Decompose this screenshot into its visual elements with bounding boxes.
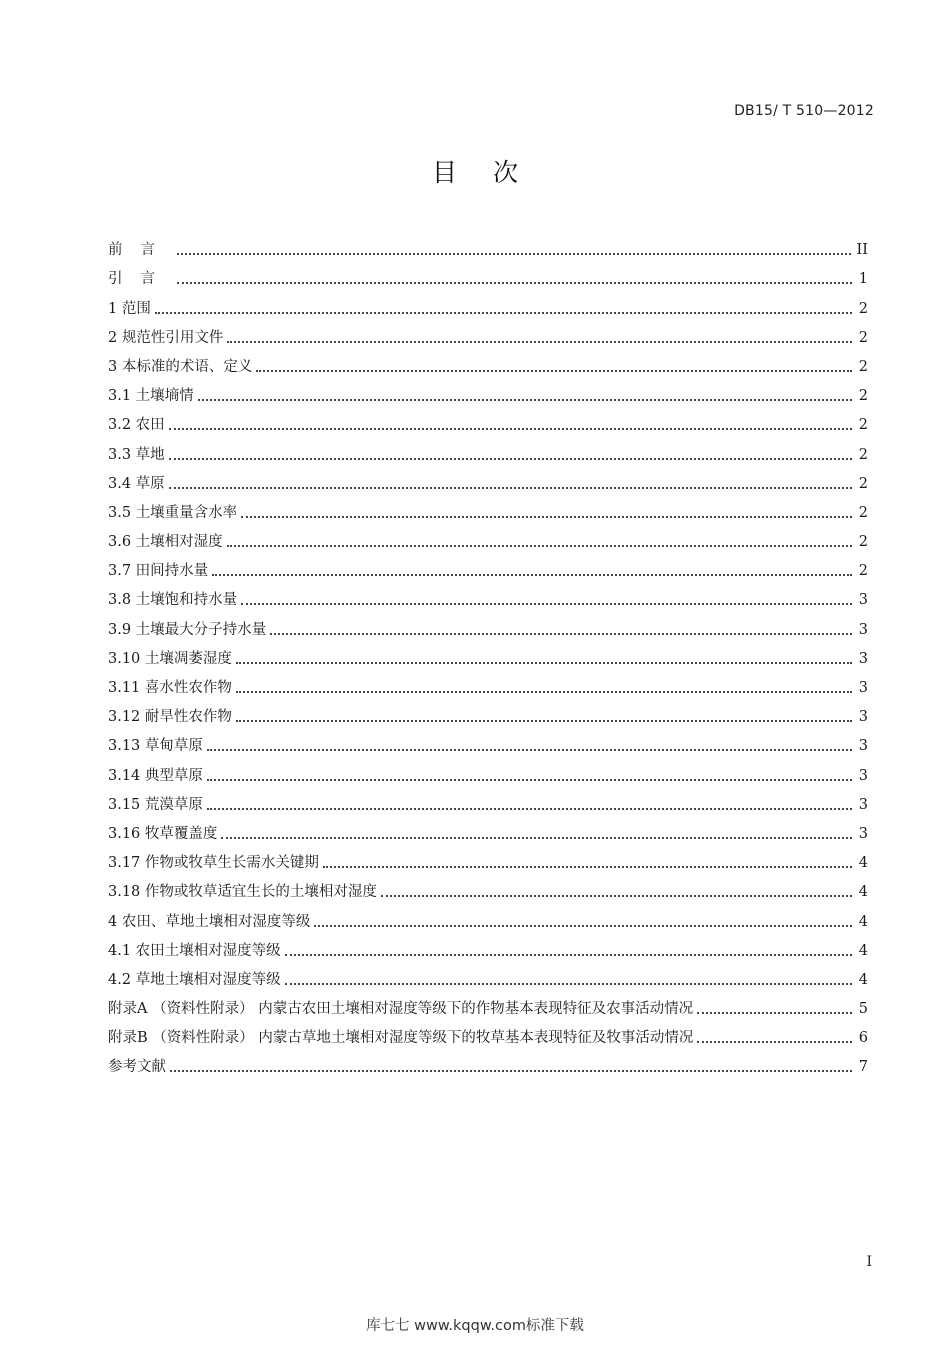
page-title: 目次 <box>431 158 554 187</box>
toc-entry-page: 3 <box>858 621 868 638</box>
toc-entry[interactable] <box>108 318 868 347</box>
toc-entry[interactable] <box>108 259 868 288</box>
toc-entry-page: 4 <box>858 884 868 901</box>
toc-entry[interactable] <box>108 1047 868 1076</box>
toc-entry-page: 2 <box>858 358 868 375</box>
toc-dot-leader <box>227 544 852 547</box>
toc-entry-label: 3.17 作物或牧草生长需水关键期 <box>108 855 319 872</box>
toc-entry-page: 3 <box>858 680 868 696</box>
toc-entry[interactable] <box>108 668 868 697</box>
toc-entry-label: 3.10 土壤凋萎湿度 <box>108 650 232 667</box>
toc-dot-leader <box>227 340 852 343</box>
toc-entry-page: 2 <box>858 300 868 317</box>
toc-entry-label: 引言 <box>108 271 173 288</box>
toc-entry-label: 附录B （资料性附录） 内蒙古草地土壤相对湿度等级下的牧草基本表现特征及牧事活动情况 <box>108 1030 694 1047</box>
toc-entry[interactable] <box>108 464 868 493</box>
toc-dot-leader <box>323 865 852 868</box>
toc-entry-page: 2 <box>858 446 868 463</box>
toc-entry-page: 2 <box>858 329 868 346</box>
toc-dot-leader <box>169 486 852 489</box>
toc-entry-page: 4 <box>858 855 868 872</box>
toc-entry[interactable] <box>108 901 868 930</box>
toc-entry[interactable] <box>108 989 868 1018</box>
toc-dot-leader <box>285 982 852 985</box>
toc-entry-page: 3 <box>858 796 868 813</box>
toc-dot-leader <box>697 1040 852 1043</box>
toc-entry-label: 3.9 土壤最大分子持水量 <box>108 621 267 638</box>
toc-entry-page: 1 <box>858 271 868 288</box>
watermark: 库七七 www.kqqw.com标准下载 <box>366 1318 584 1334</box>
toc-entry[interactable] <box>108 1018 868 1047</box>
toc-entry-label: 3.8 土壤饱和持水量 <box>108 592 238 609</box>
toc-entry-label: 参考文献 <box>108 1059 166 1076</box>
toc-dot-leader <box>314 924 852 927</box>
toc-entry-page: II <box>856 242 868 259</box>
toc-dot-leader <box>241 602 852 605</box>
toc-entry-page: 4 <box>858 942 868 959</box>
toc-entry-label: 3.7 田间持水量 <box>108 563 209 580</box>
toc-entry-label: 前言 <box>108 242 173 259</box>
toc-dot-leader <box>236 661 852 664</box>
toc-entry-page: 3 <box>858 825 868 842</box>
toc-entry[interactable] <box>108 522 868 551</box>
toc-entry-label: 3.11 喜水性农作物 <box>108 680 232 696</box>
toc-entry-page: 3 <box>858 738 868 755</box>
toc-dot-leader <box>207 807 852 810</box>
toc-entry[interactable] <box>108 755 868 784</box>
table-of-contents <box>108 230 868 1076</box>
toc-entry-page: 2 <box>858 417 868 434</box>
toc-entry-label: 3.1 土壤墒情 <box>108 388 194 405</box>
toc-entry-page: 2 <box>858 534 868 551</box>
toc-entry-label: 4.1 农田土壤相对湿度等级 <box>108 942 281 959</box>
toc-entry[interactable] <box>108 288 868 317</box>
toc-entry[interactable] <box>108 493 868 522</box>
standard-code: DB15/ T 510—2012 <box>734 103 874 119</box>
toc-entry-label: 3.4 草原 <box>108 475 165 492</box>
toc-dot-leader <box>221 836 852 839</box>
toc-entry-page: 2 <box>858 388 868 405</box>
toc-dot-leader <box>236 719 852 722</box>
toc-entry[interactable] <box>108 843 868 872</box>
toc-entry[interactable] <box>108 785 868 814</box>
toc-entry-label: 1 范围 <box>108 300 151 317</box>
toc-entry-label: 3.15 荒漠草原 <box>108 796 203 813</box>
toc-dot-leader <box>170 1069 852 1072</box>
page-number: I <box>866 1254 872 1270</box>
toc-entry-label: 3.18 作物或牧草适宜生长的土壤相对湿度 <box>108 884 377 901</box>
toc-entry-page: 4 <box>858 913 868 930</box>
toc-entry-label: 3.13 草甸草原 <box>108 738 203 755</box>
toc-entry[interactable] <box>108 609 868 638</box>
toc-dot-leader <box>177 252 851 255</box>
toc-entry-page: 2 <box>858 504 868 521</box>
toc-dot-leader <box>285 953 852 956</box>
toc-entry[interactable] <box>108 230 868 259</box>
toc-entry[interactable] <box>108 347 868 376</box>
toc-entry-page: 3 <box>858 709 868 726</box>
toc-dot-leader <box>697 1011 852 1014</box>
toc-entry[interactable] <box>108 726 868 755</box>
toc-dot-leader <box>177 281 852 284</box>
toc-entry-label: 3.14 典型草原 <box>108 767 203 784</box>
toc-entry-page: 5 <box>858 1001 868 1018</box>
toc-entry-page: 6 <box>858 1030 868 1047</box>
toc-dot-leader <box>155 311 852 314</box>
toc-entry-label: 4.2 草地土壤相对湿度等级 <box>108 971 281 988</box>
toc-entry-page: 3 <box>858 592 868 609</box>
toc-entry-label: 3.6 土壤相对湿度 <box>108 534 223 551</box>
toc-dot-leader <box>256 369 852 372</box>
toc-dot-leader <box>270 632 852 635</box>
toc-entry-page: 7 <box>858 1059 868 1076</box>
toc-entry[interactable] <box>108 814 868 843</box>
toc-entry-page: 3 <box>858 767 868 784</box>
toc-entry[interactable] <box>108 551 868 580</box>
toc-dot-leader <box>169 457 852 460</box>
toc-dot-leader <box>207 748 852 751</box>
toc-dot-leader <box>198 398 852 401</box>
toc-dot-leader <box>236 690 852 693</box>
toc-entry-label: 2 规范性引用文件 <box>108 329 224 346</box>
toc-dot-leader <box>212 573 852 576</box>
toc-entry[interactable] <box>108 931 868 960</box>
toc-entry[interactable] <box>108 376 868 405</box>
toc-entry[interactable] <box>108 434 868 463</box>
toc-dot-leader <box>169 427 852 430</box>
toc-entry[interactable] <box>108 697 868 726</box>
toc-entry-page: 3 <box>858 650 868 667</box>
toc-entry-label: 3.12 耐旱性农作物 <box>108 709 232 726</box>
toc-entry-label: 附录A （资料性附录） 内蒙古农田土壤相对湿度等级下的作物基本表现特征及农事活动情况 <box>108 1001 694 1018</box>
toc-dot-leader <box>207 778 852 781</box>
toc-entry[interactable] <box>108 405 868 434</box>
toc-entry-label: 3.16 牧草覆盖度 <box>108 825 218 842</box>
toc-entry-label: 3.2 农田 <box>108 417 165 434</box>
toc-entry-page: 2 <box>858 475 868 492</box>
toc-entry[interactable] <box>108 580 868 609</box>
toc-entry-label: 4 农田、草地土壤相对湿度等级 <box>108 913 311 930</box>
toc-entry[interactable] <box>108 872 868 901</box>
toc-entry-page: 2 <box>858 563 868 580</box>
toc-dot-leader <box>241 515 852 518</box>
toc-dot-leader <box>381 894 852 897</box>
toc-entry-page: 4 <box>858 971 868 988</box>
toc-entry[interactable] <box>108 960 868 989</box>
toc-entry-label: 3.3 草地 <box>108 446 165 463</box>
toc-entry-label: 3 本标准的术语、定义 <box>108 358 253 375</box>
toc-entry-label: 3.5 土壤重量含水率 <box>108 504 238 521</box>
toc-entry[interactable] <box>108 639 868 668</box>
